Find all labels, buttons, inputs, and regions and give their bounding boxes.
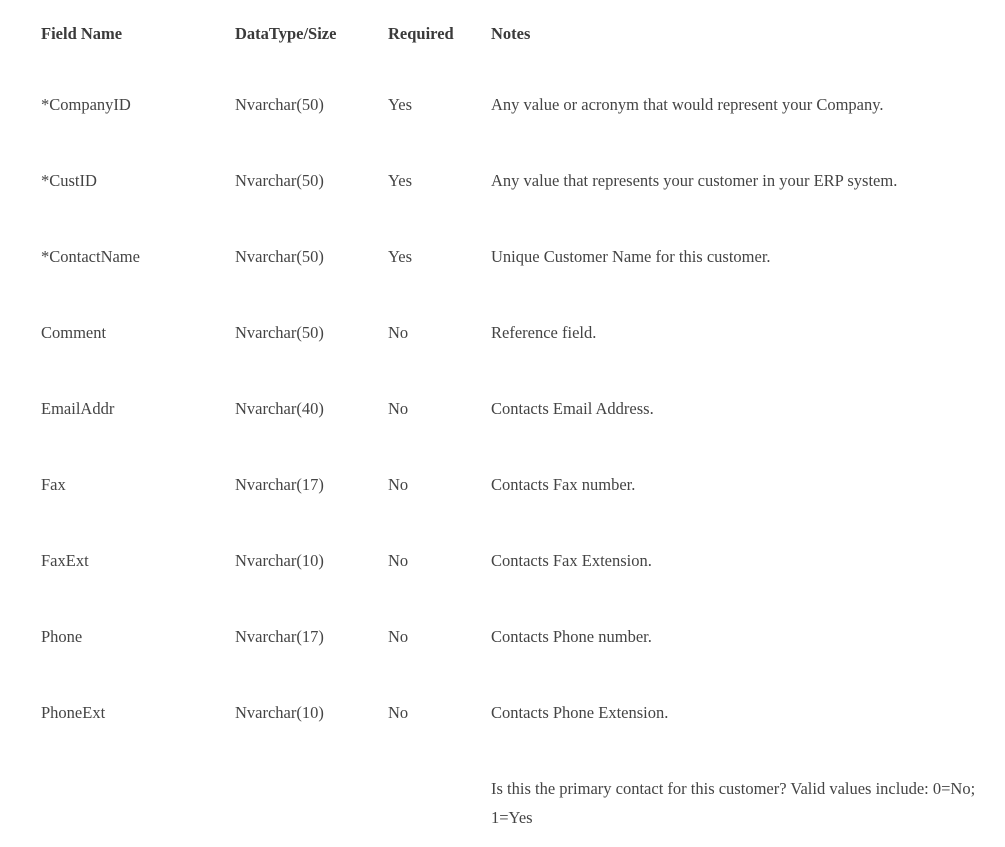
cell-notes: Contacts Email Address. bbox=[491, 399, 654, 418]
cell-field-name: *CompanyID bbox=[41, 95, 131, 114]
cell-datatype: Nvarchar(50) bbox=[235, 247, 324, 266]
cell-required: Yes bbox=[388, 95, 413, 114]
cell-required: No bbox=[388, 475, 409, 494]
cell-notes: Is this the primary contact for this customer? Valid values include: 0=No; 1=Yes bbox=[491, 779, 976, 827]
cell-field-name: EmailAddr bbox=[41, 399, 115, 418]
cell-datatype: Nvarchar(50) bbox=[235, 171, 324, 190]
table-row bbox=[29, 546, 979, 622]
cell-required: Yes bbox=[388, 247, 413, 266]
field-spec-table bbox=[29, 14, 979, 832]
cell-required: No bbox=[388, 551, 409, 570]
cell-datatype: Nvarchar(17) bbox=[235, 475, 324, 494]
table-row bbox=[29, 318, 979, 394]
cell-notes: Contacts Phone Extension. bbox=[491, 703, 669, 722]
header-datatype-size: DataType/Size bbox=[235, 24, 337, 43]
table-row bbox=[29, 90, 979, 166]
cell-notes: Contacts Phone number. bbox=[491, 627, 652, 646]
table-row bbox=[29, 166, 979, 242]
cell-field-name bbox=[29, 774, 223, 832]
table-row bbox=[29, 242, 979, 318]
cell-field-name: FaxExt bbox=[41, 551, 89, 570]
cell-datatype: Nvarchar(17) bbox=[235, 627, 324, 646]
cell-required bbox=[376, 774, 479, 832]
cell-field-name: *CustID bbox=[41, 171, 97, 190]
cell-datatype bbox=[223, 774, 376, 832]
table-header-row bbox=[29, 14, 979, 90]
header-required: Required bbox=[388, 24, 454, 43]
cell-field-name: Fax bbox=[41, 475, 66, 494]
table-row bbox=[29, 774, 979, 832]
cell-datatype: Nvarchar(50) bbox=[235, 323, 324, 342]
cell-datatype: Nvarchar(40) bbox=[235, 399, 324, 418]
cell-required: Yes bbox=[388, 171, 413, 190]
cell-datatype: Nvarchar(10) bbox=[235, 551, 324, 570]
table-row bbox=[29, 470, 979, 546]
cell-notes: Reference field. bbox=[491, 323, 597, 342]
cell-notes: Contacts Fax Extension. bbox=[491, 551, 652, 570]
cell-required: No bbox=[388, 703, 409, 722]
header-field-name: Field Name bbox=[41, 24, 123, 43]
cell-notes: Unique Customer Name for this customer. bbox=[491, 247, 771, 266]
cell-required: No bbox=[388, 323, 409, 342]
cell-field-name: Comment bbox=[41, 323, 107, 342]
cell-notes: Contacts Fax number. bbox=[491, 475, 636, 494]
cell-datatype: Nvarchar(10) bbox=[235, 703, 324, 722]
header-notes: Notes bbox=[491, 24, 531, 43]
table-row bbox=[29, 394, 979, 470]
cell-field-name: Phone bbox=[41, 627, 83, 646]
cell-required: No bbox=[388, 399, 409, 418]
table-row bbox=[29, 622, 979, 698]
cell-datatype: Nvarchar(50) bbox=[235, 95, 324, 114]
cell-notes: Any value or acronym that would represent your Company. bbox=[491, 95, 884, 114]
cell-field-name: *ContactName bbox=[41, 247, 140, 266]
cell-field-name: PhoneExt bbox=[41, 703, 106, 722]
cell-required: No bbox=[388, 627, 409, 646]
table-row bbox=[29, 698, 979, 774]
cell-notes: Any value that represents your customer in your ERP system. bbox=[491, 171, 898, 190]
